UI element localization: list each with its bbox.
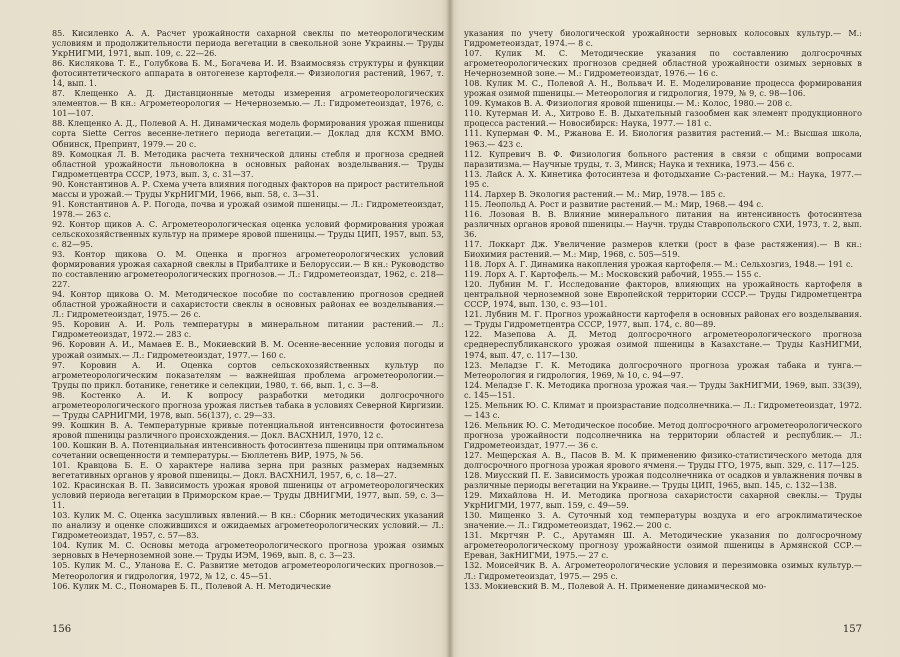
reference-entry: 112. Купревич В. Ф. Физиология больного растения в связи с общими вопросами паразитизма.— Научные труды, т. 3, Минск; Наука и техника, 1973.— 456 с.: [464, 148, 862, 169]
reference-entry: 92. Контор щиков А. С. Агрометеорологическая оценка условий формирования урожая сельскохозяйственных культур на примере яровой пшеницы.— Труды ЦИП, 1957, вып. 53, с. 82—95.: [52, 218, 444, 249]
reference-entry: 110. Кутерман И. А., Хитрово Е. В. Дыхательный газообмен как элемент продукционного процесса растений.— Новосибирск: Наука, 1977.— 181 с.: [464, 108, 862, 129]
reference-entry: указания по учету биологической урожайности зерновых колосовых культур.— М.: Гидрометеоиздат, 1974.— 8 с.: [464, 28, 862, 49]
reference-entry: 85. Кисиленко А. А. Расчет урожайности сахарной свеклы по метеорологическим условиям и продолжительности периода вегетации в свекольной зоне Украины.— Труды УкрНИГМИ, 1971, вып. 109, с. 22—26.: [52, 28, 444, 59]
reference-entry: 88. Клещенко А. Д., Полевой А. Н. Динамическая модель формирования урожая пшеницы сорта Siette Cerros весенне-летнего периода вегетации.— Доклад для КСХМ ВМО. Обнинск, Препринт, 1979.— 20 с.: [52, 118, 444, 149]
reference-entry: 129. Михайлова Н. И. Методика прогноза сахаристости сахарной свеклы.— Труды УкрНИГМИ, 1977, вып. 159, с. 49—59.: [464, 490, 862, 511]
reference-entry: 117. Локкарт Дж. Увеличение размеров клетки (рост в фазе растяжения).— В кн.: Биохимия растений.— М.: Мир, 1968, с. 505—519.: [464, 238, 862, 260]
reference-entry: 87. Клещенко А. Д. Дистанционные методы измерения агрометеорологических элементов.— В кн.: Агрометеорология — Нечерноземью.— Л.: Гидрометеоиздат, 1976, с. 101—107.: [52, 88, 444, 119]
reference-entry: 118. Лорх А. Г. Динамика накопления урожая картофеля.— М.: Сельхозгиз, 1948.— 191 с.: [464, 259, 854, 270]
reference-entry: 86. Кислякова Т. Е., Голубкова Б. М., Богачева И. И. Взаимосвязь структуры и функции фотосинтетического аппарата в онтогенезе картофеля.— Физиология растений, 1967, т. 14, вып. 1.: [52, 58, 444, 89]
reference-entry: 119. Лорх А. Г. Картофель.— М.: Московский рабочий, 1955.— 155 с.: [464, 269, 762, 280]
reference-entry: 122. Мазепова А. Д. Метод долгосрочного агрометеорологического прогноза среднереспубликанского урожая озимой пшеницы в Казахстане.— Труды КазНИГМИ, 1974, вып. 47, с. 117—130.: [464, 329, 862, 360]
left-page-references: [52, 28, 444, 591]
right-page-references: [464, 28, 862, 591]
reference-entry: 116. Лозовая В. В. Влияние минерального питания на интенсивность фотосинтеза различных органов яровой пшеницы.— Научн. труды Ставропольского СХИ, 1973, т. 2, вып. 36.: [464, 208, 862, 239]
reference-entry: 109. Кумаков В. А. Физиология яровой пшеницы.— М.: Колос, 1980.— 208 с.: [464, 98, 793, 109]
reference-entry: 103. Кулик М. С. Оценка засушливых явлений.— В кн.: Сборник методических указаний по анализу и оценке сложившихся и ожидаемых агрометеорологических условий.— Л.: Гидрометеоиздат, 1957, с. 57—83.: [52, 510, 444, 541]
reference-entry: 108. Кулик М. С., Полевой А. Н., Вольвач И. Е. Моделирование процесса формирования урожая озимой пшеницы.— Метеорология и гидрология, 1979, № 9, с. 98—106.: [464, 78, 862, 99]
reference-entry: 133. Мокиевский В. М., Полевой А. Н. Применение динамической мо-: [464, 580, 767, 591]
reference-entry: 101. Кравцова Б. Е. О характере налива зерна при разных размерах надземных вегетативных органов у яровой пшеницы.— Докл. ВАСХНИЛ, 1957, 6, с. 18—27.: [52, 460, 444, 481]
reference-entry: 127. Мещерская А. В., Пасов В. М. К применению физико-статистического метода для долгосрочного прогноза урожая ярового ячменя.— Труды ГГО, 1975, вып. 329, с. 117—125.: [464, 449, 862, 471]
reference-entry: 99. Кошкин В. А. Температурные кривые потенциальной интенсивности фотосинтеза яровой пшеницы различного происхождения.— Докл. ВАСХНИЛ, 1970, 12 с.: [52, 419, 444, 440]
reference-entry: 113. Лайск А. Х. Кинетика фотосинтеза и фотодыхание C₃-растений.— М.: Наука, 1977.— 195 с.: [464, 168, 862, 189]
reference-entry: 94. Контор щикова О. М. Методическое пособие по составлению прогнозов средней областной урожайности и сахаристости свеклы в основных районах ее возделывания.— Л.: Гидрометеоиздат, 1975.— 26 с.: [52, 289, 444, 320]
reference-entry: 132. Моисейчик В. А. Агрометеорологические условия и перезимовка озимых культур.— Л.: Гидрометеоиздат, 1975.— 295 с.: [464, 560, 862, 581]
reference-entry: 120. Лубнин М. Г. Исследование факторов, влияющих на урожайность картофеля в центральной черноземной зоне Европейской территории СССР.— Труды Гидрометцентра СССР, 1974, вып. 130, с. 93—101.: [464, 279, 862, 310]
reference-entry: 111. Куперман Ф. М., Ржанова Е. И. Биология развития растений.— М.: Высшая школа, 1963.— 423 с.: [464, 128, 862, 149]
reference-entry: 91. Константинов А. Р. Погода, почва и урожай озимой пшеницы.— Л.: Гидрометеоиздат, 1978.— 263 с.: [52, 198, 444, 219]
reference-entry: 131. Мкртчян Р. С., Арутамян Ш. А. Методические указания по долгосрочному агрометеорологическому прогнозу урожайности озимой пшеницы в Армянской ССР.— Ереван, ЗакНИГМИ, 1975.— 27 с.: [464, 530, 862, 561]
reference-entry: 114. Лархер В. Экология растений.— М.: Мир, 1978.— 185 с.: [464, 188, 726, 199]
reference-entry: 128. Миусский П. Е. Зависимость урожая подсолнечника от осадков и увлажнения почвы в различные периоды вегетации на Украине.— Труды ЦИП, 1965, вып. 145, с. 132—138.: [464, 470, 862, 491]
right-page: [450, 0, 900, 657]
reference-entry: 104. Кулик М. С. Основы метода агрометеорологического прогноза урожая озимых зерновых в Нечерноземной зоне.— Труды ИЭМ, 1969, вып. 8, с. 3—23.: [52, 540, 444, 561]
reference-entry: 100. Кошкин В. А. Потенциальная интенсивность фотосинтеза пшеницы при оптимальном сочетании освещенности и температуры.— Бюллетень ВИР, 1975, № 56.: [52, 439, 444, 460]
reference-entry: 121. Лубнин М. Г. Прогноз урожайности картофеля в основных районах его возделывания.— Труды Гидрометцентра СССР, 1977, вып. 174, с. 80—89.: [464, 309, 862, 330]
reference-entry: 123. Меладзе Г. К. Методика долгосрочного прогноза урожая табака и тунга.— Метеорология и гидрология, 1969, № 10, с. 94—97.: [464, 359, 862, 380]
right-page-number: 157: [842, 624, 862, 635]
reference-entry: 126. Мельник Ю. С. Методическое пособие. Метод долгосрочного агрометеорологического прогноза урожайности подсолнечника на территории областей и республик.— Л.: Гидрометеоиздат, 1977.— 36 с.: [464, 419, 862, 450]
reference-entry: 90. Константинов А. Р. Схема учета влияния погодных факторов на прирост растительной массы и урожай.— Труды УкрНИГМИ, 1966, вып. 58, с. 3—31.: [52, 178, 444, 199]
reference-entry: 97. Коровин А. И. Оценка сортов сельскохозяйственных культур по агрометеорологическим показателям — важнейшая проблема агрометеорологии.— Труды по прикл. ботанике, генетике и селекции, 1980, т. 66, вып. 1, с. 3—8.: [52, 359, 444, 390]
reference-entry: 98. Костенко А. И. К вопросу разработки методики долгосрочного агрометеорологического прогноза урожая листьев табака в условиях Северной Киргизии.— Труды САРНИГМИ, 1978, вып. 56(137), с. 29—33.: [52, 389, 444, 420]
reference-entry: 93. Контор щикова О. М. Оценка и прогноз агрометеорологических условий формирования урожая сахарной свеклы в Прибалтике и Белоруссии.— В кн.: Руководство по составлению агрометеорологических прогнозов.— Л.: Гидрометеоиздат, 1962, с. 218—227.: [52, 249, 444, 290]
reference-entry: 96. Коровин А. И., Мамаев Е. В., Мокиевский В. М. Осенне-весенние условия погоды и урожай озимых.— Л.: Гидрометеоиздат, 1977.— 160 с.: [52, 339, 444, 360]
reference-entry: 102. Красинская В. П. Зависимость урожая яровой пшеницы от агрометеорологических условий периода вегетации в Приморском крае.— Труды ДВНИГМИ, 1977, вып. 59, с. 3—11.: [52, 480, 444, 511]
reference-entry: 115. Леопольд А. Рост и развитие растений.— М.: Мир, 1968.— 494 с.: [464, 198, 764, 209]
reference-entry: 105. Кулик М. С., Уланова Е. С. Развитие методов агрометеорологических прогнозов.— Метеорология и гидрология, 1972, № 12, с. 45—51.: [52, 560, 444, 581]
reference-entry: 130. Мищенко З. А. Суточный ход температуры воздуха и его агроклиматическое значение.— Л.: Гидрометеоиздат, 1962.— 200 с.: [464, 510, 862, 531]
reference-entry: 95. Коровин А. И. Роль температуры в минеральном питании растений.— Л.: Гидрометеоиздат, 1972.— 283 с.: [52, 319, 444, 340]
left-page-number: 156: [52, 624, 72, 635]
reference-entry: 107. Кулик М. С. Методические указания по составлению долгосрочных агрометеорологических прогнозов средней областной урожайности озимых зерновых в Нечерноземной зоне.— М.: Гидрометеоиздат, 1976.— 16 с.: [464, 48, 862, 79]
reference-entry: 124. Меладзе Г. К. Методика прогноза урожая чая.— Труды ЗакНИГМИ, 1969, вып. 33(39), с. 145—151.: [464, 379, 862, 400]
reference-entry: 89. Комоцкая Л. В. Методика расчета технической длины стебля и прогноза средней областной урожайности льноволокна в основных районах возделывания.— Труды Гидрометцентра СССР, 1973, вып. 3, с. 31—37.: [52, 148, 444, 179]
reference-entry: 106. Кулик М. С., Пономарев Б. П., Полевой А. Н. Методические: [52, 580, 331, 591]
reference-entry: 125. Мельник Ю. С. Климат и произрастание подсолнечника.— Л.: Гидрометеоиздат, 1972.— 143 с.: [464, 399, 862, 420]
